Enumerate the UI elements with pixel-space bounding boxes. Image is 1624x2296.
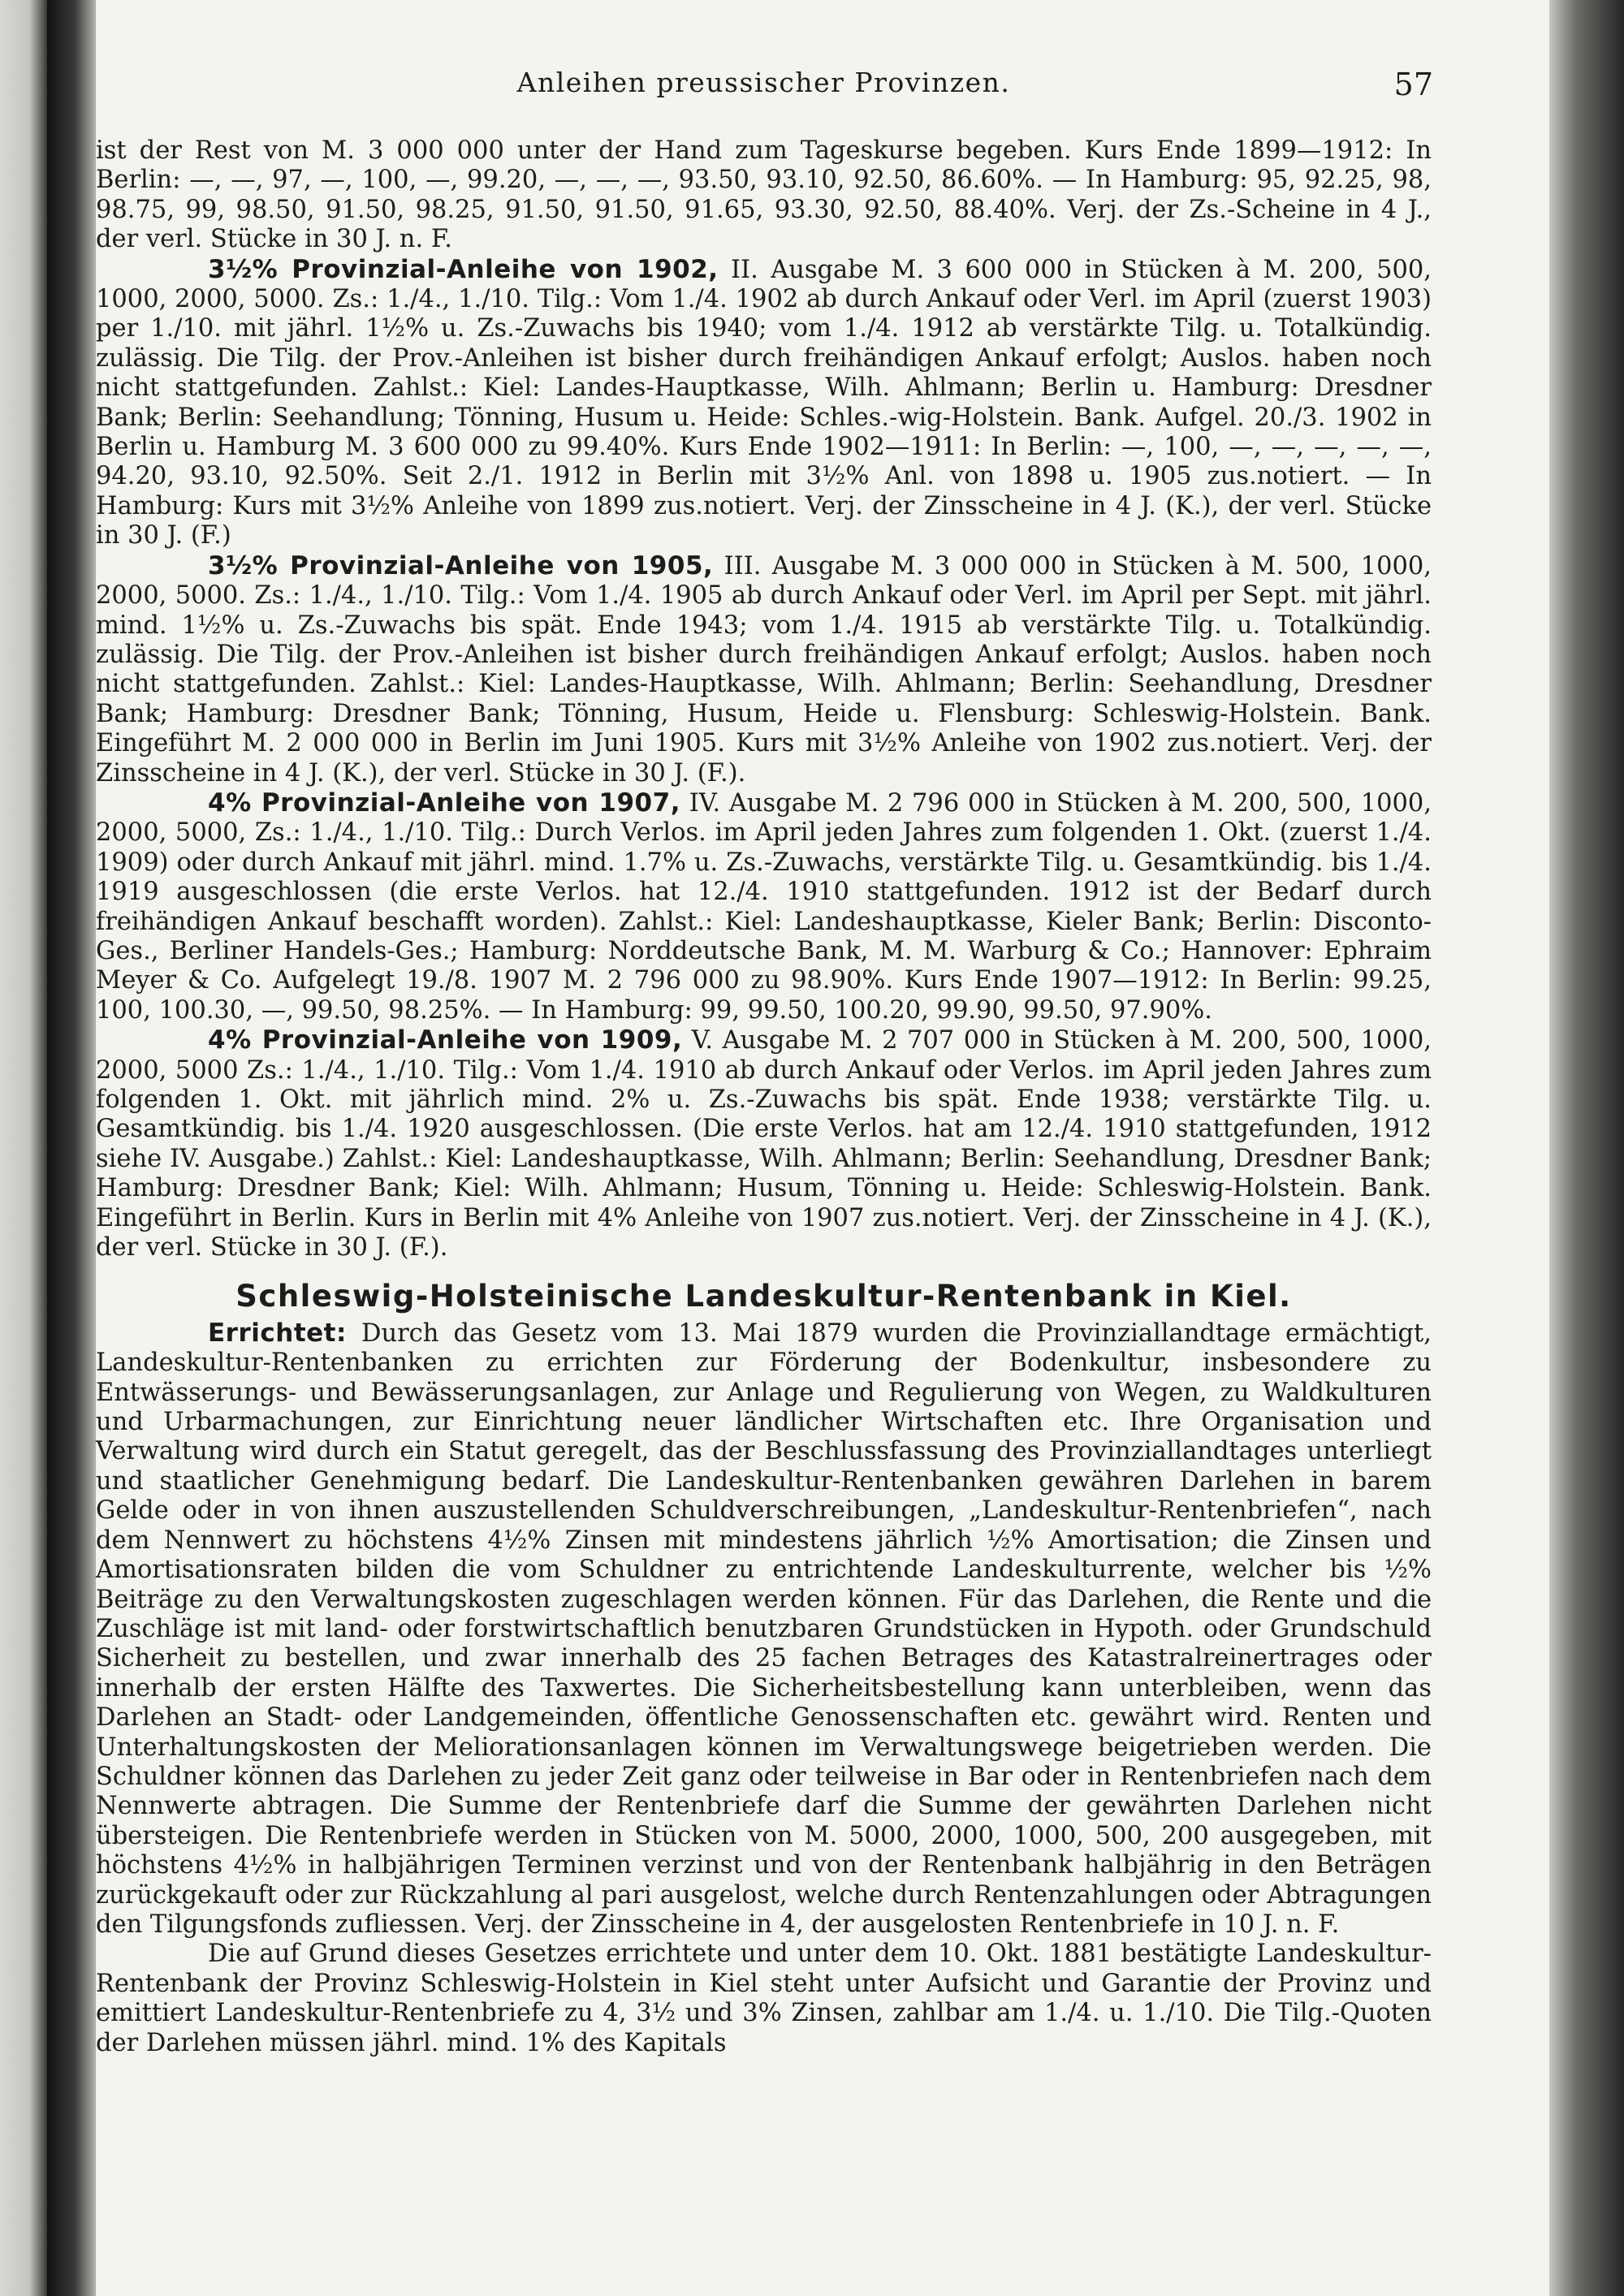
entry-text: IV. Ausgabe M. 2 796 000 in Stücken à M. 200, 500, 1000, 2000, 5000, Zs.: 1./4., 1./10. Tilg.: Durch Verlos. im April jeden Jahres zum folgenden 1. Okt. (zuerst 1./4. 1909) oder durch Ankauf mit jährl. mind. 1.7% u. Zs.-Zuwachs, verstärkte Tilg. u. Gesamtkündig. bis 1./4. 1919 ausgeschlossen (die erste Verlos. hat 12./4. 1910 stattgefunden. 1912 ist der Bedarf durch freihändigen Ankauf beschafft worden). Zahlst.: Kiel: Landeshauptkasse, Kieler Bank; Berlin: Disconto-Ges., Berliner Handels-Ges.; Hamburg: Norddeutsche Bank, M. M. Warburg & Co.; Hannover: Ephraim Meyer & Co. Aufgelegt 19./8. 1907 M. 2 796 000 zu 98.90%. Kurs Ende 1907—1912: In Berlin: 99.25, 100, 100.30, —, 99.50, 98.25%. — In Hamburg: 99, 99.50, 100.20, 99.90, 99.50, 97.90%. [96, 788, 1432, 1025]
section-title: Schleswig-Holsteinische Landeskultur-Rentenbank in Kiel. [235, 1279, 1292, 1314]
paragraph-anleihe-1907 [96, 788, 1432, 1025]
entry-heading: 4% Provinzial-Anleihe von 1907, [208, 788, 680, 818]
page-number: 57 [1393, 67, 1433, 102]
entry-heading: 3½% Provinzial-Anleihe von 1902, [208, 254, 719, 284]
adjacent-page-edge [0, 0, 49, 2296]
paragraph-errichtet [96, 1318, 1432, 1940]
page-header [96, 67, 1432, 107]
paragraph-rentenbank: Die auf Grund dieses Gesetzes errichtete und unter dem 10. Okt. 1881 bestätigte Landeskultur-Rentenbank der Provinz Schleswig-Holstein in Kiel steht unter Aufsicht und Garantie der Provinz und emittiert Landeskultur-Rentenbriefe zu 4, 3½ und 3% Zinsen, zahlbar am 1./4. u. 1./10. Die Tilg.-Quoten der Darlehen müssen jährl. mind. 1% des Kapitals [96, 1940, 1432, 2057]
running-head: Anleihen preussischer Provinzen. [516, 67, 1011, 98]
paragraph-anleihe-1902 [96, 255, 1432, 551]
entry-heading: 4% Provinzial-Anleihe von 1909, [208, 1025, 683, 1055]
paragraph-anleihe-1909 [96, 1025, 1432, 1262]
book-gutter [47, 0, 97, 2296]
entry-text: V. Ausgabe M. 2 707 000 in Stücken à M. 200, 500, 1000, 2000, 5000 Zs.: 1./4., 1./10. Tilg.: Vom 1./4. 1910 ab durch Ankauf oder Verlos. im April jeden Jahres zum folgenden 1. Okt. mit jährlich mind. 2% u. Zs.-Zuwachs bis spät. Ende 1938; verstärkte Tilg. u. Gesamtkündig. bis 1./4. 1920 ausgeschlossen. (Die erste Verlos. hat am 12./4. 1910 stattgefunden, 1912 siehe IV. Ausgabe.) Zahlst.: Kiel: Landeshauptkasse, Wilh. Ahlmann; Berlin: Seehandlung, Dresdner Bank; Hamburg: Dresdner Bank; Kiel: Wilh. Ahlmann; Husum, Tönning u. Heide: Schleswig-Holstein. Bank. Eingeführt in Berlin. Kurs in Berlin mit 4% Anleihe von 1907 zus.notiert. Verj. der Zinsscheine in 4 J. (K.), der verl. Stücke in 30 J. (F.). [96, 1026, 1432, 1262]
entry-heading: Errichtet: [208, 1318, 347, 1348]
page-body [96, 136, 1432, 2058]
entry-text: Durch das Gesetz vom 13. Mai 1879 wurden die Provinziallandtage ermächtigt, Landeskultur-Rentenbanken zu errichten zur Förderung der Bodenkultur, insbesondere zu Entwässerungs- und Bewässerungsanlagen, zur Anlage und Regulierung von Wegen, zu Waldkulturen und Urbarmachungen, zur Einrichtung neuer ländlicher Wirtschaften etc. Ihre Organisation und Verwaltung wird durch ein Statut geregelt, das der Beschlussfassung des Provinziallandtages unterliegt und staatlicher Genehmigung bedarf. Die Landeskultur-Rentenbanken gewähren Darlehen in barem Gelde oder in von ihnen auszustellenden Schuldverschreibungen, „Landeskultur-Rentenbriefen“, nach dem Nennwert zu höchstens 4½% Zinsen mit mindestens jährlich ½% Amortisation; die Zinsen und Amortisationsraten bilden die vom Schuldner zu entrichtende Landeskulturrente, welcher bis ½% Beiträge zu den Verwaltungskosten zugeschlagen werden können. Für das Darlehen, die Rente und die Zuschläge ist mit land- oder forstwirtschaftlich benutzbaren Grundstücken in Hypoth. oder Grundschuld Sicherheit zu bestellen, und zwar innerhalb des 25 fachen Betrages des Katastralreinertrages oder innerhalb der ersten Hälfte des Taxwertes. Die Sicherheitsbestellung kann unterbleiben, wenn das Darlehen an Stadt- oder Landgemeinden, öffentliche Genossenschaften etc. gewährt wird. Renten und Unterhaltungskosten der Meliorationsanlagen können im Verwaltungswege beigetrieben werden. Die Schuldner können das Darlehen zu jeder Zeit ganz oder teilweise in Bar oder in Rentenbriefen nach dem Nennwerte abtragen. Die Summe der Rentenbriefe darf die Summe der gewährten Darlehen nicht übersteigen. Die Rentenbriefe werden in Stücken von M. 5000, 2000, 1000, 500, 200 ausgegeben, mit höchstens 4½% in halbjährigen Terminen verzinst und von der Rentenbank halbjährig in den Beträgen zurückgekauft oder zur Rückzahlung al pari ausgelost, welche durch Rentenzahlungen oder Abtragungen den Tilgungsfonds zufliessen. Verj. der Zinsscheine in 4, der ausgelosten Rentenbriefe in 10 J. n. F. [96, 1318, 1432, 1939]
entry-text: III. Ausgabe M. 3 000 000 in Stücken à M. 500, 1000, 2000, 5000. Zs.: 1./4., 1./10. Tilg.: Vom 1./4. 1905 ab durch Ankauf oder Verl. im April per Sept. mit jährl. mind. 1½% u. Zs.-Zuwachs bis spät. Ende 1943; vom 1./4. 1915 ab verstärkte Tilg. u. Totalkündig. zulässig. Die Tilg. der Prov.-Anleihen ist bisher durch freihändigen Ankauf erfolgt; Auslos. haben noch nicht stattgefunden. Zahlst.: Kiel: Landes-Hauptkasse, Wilh. Ahlmann; Berlin: Seehandlung, Dresdner Bank; Hamburg: Dresdner Bank; Tönning, Husum, Heide u. Flensburg: Schleswig-Holstein. Bank. Eingeführt M. 2 000 000 in Berlin im Juni 1905. Kurs mit 3½% Anleihe von 1902 zus.notiert. Verj. der Zinsscheine in 4 J. (K.), der verl. Stücke in 30 J. (F.). [96, 551, 1432, 788]
paragraph-anleihe-1905 [96, 551, 1432, 788]
entry-heading: 3½% Provinzial-Anleihe von 1905, [208, 550, 714, 580]
paragraph-continuation: ist der Rest von M. 3 000 000 unter der Hand zum Tageskurse begeben. Kurs Ende 1899—1912: In Berlin: —, —, 97, —, 100, —, 99.20, —, —, —, 93.50, 93.10, 92.50, 86.60%. — In Hamburg: 95, 92.25, 98, 98.75, 99, 98.50, 91.50, 98.25, 91.50, 91.50, 91.65, 93.30, 92.50, 88.40%. Verj. der Zs.-Scheine in 4 J., der verl. Stücke in 30 J. n. F. [96, 136, 1432, 254]
entry-text: II. Ausgabe M. 3 600 000 in Stücken à M. 200, 500, 1000, 2000, 5000. Zs.: 1./4., 1./10. Tilg.: Vom 1./4. 1902 ab durch Ankauf oder Verl. im April (zuerst 1903) per 1./10. mit jährl. 1½% u. Zs.-Zuwachs bis 1940; vom 1./4. 1912 ab verstärkte Tilg. u. Totalkündig. zulässig. Die Tilg. der Prov.-Anleihen ist bisher durch freihändigen Ankauf erfolgt; Auslos. haben noch nicht stattgefunden. Zahlst.: Kiel: Landes-Hauptkasse, Wilh. Ahlmann; Berlin u. Hamburg: Dresdner Bank; Berlin: Seehandlung; Tönning, Husum u. Heide: Schles.-wig-Holstein. Bank. Aufgel. 20./3. 1902 in Berlin u. Hamburg M. 3 600 000 zu 99.40%. Kurs Ende 1902—1911: In Berlin: —, 100, —, —, —, —, —, 94.20, 93.10, 92.50%. Seit 2./1. 1912 in Berlin mit 3½% Anl. von 1898 u. 1905 zus.notiert. — In Hamburg: Kurs mit 3½% Anleihe von 1899 zus.notiert. Verj. der Zinsscheine in 4 J. (K.), der verl. Stücke in 30 J. (F.) [96, 255, 1432, 550]
book-right-edge [1549, 0, 1624, 2296]
